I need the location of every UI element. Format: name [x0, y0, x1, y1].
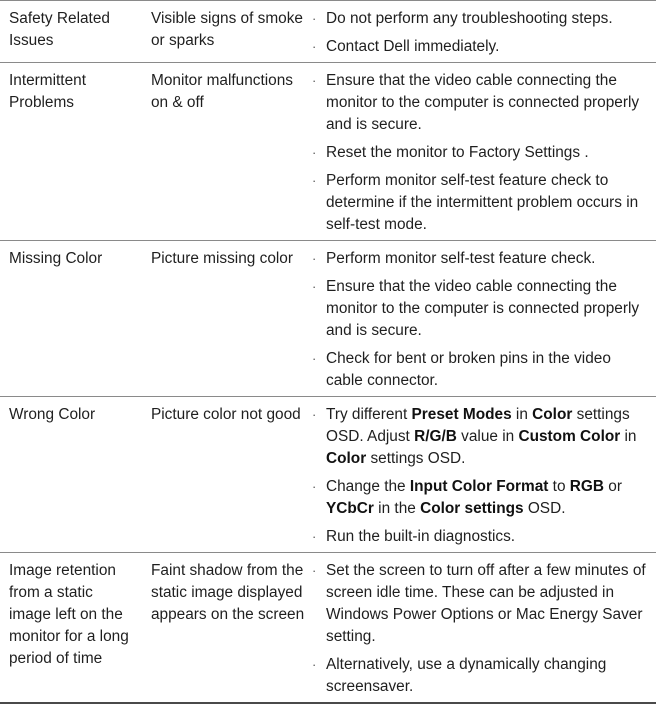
bullet-icon: · [312, 73, 317, 88]
table-row [0, 241, 656, 397]
bullet-icon: · [312, 173, 317, 188]
solution-text: or [603, 478, 622, 495]
solution-text: Contact Dell immediately. [326, 38, 500, 55]
solution-item [312, 36, 648, 58]
symptom-cell: Picture missing color [151, 250, 293, 267]
solution-text: Do not perform any troubleshooting steps. [326, 10, 613, 27]
symptom-cell: Picture color not good [151, 406, 301, 423]
bullet-icon: · [312, 251, 317, 266]
solution-item [312, 70, 648, 136]
problem-cell: Image retention from a static image left on the monitor for a long period of time [9, 562, 129, 667]
symptom-cell: Faint shadow from the static image displayed appears on the screen [151, 562, 305, 623]
solution-text: settings OSD. [366, 450, 466, 467]
solution-text: Perform monitor self-test feature check. [326, 250, 596, 267]
solution-item [312, 404, 648, 470]
solution-item [312, 170, 648, 236]
solution-item [312, 560, 648, 648]
solution-text: to [548, 478, 570, 495]
solution-item [312, 142, 648, 164]
solution-item [312, 526, 648, 548]
solutions-cell [312, 241, 656, 397]
bullet-icon: · [312, 11, 317, 26]
bold-term: Preset Modes [411, 406, 512, 423]
solution-list [312, 560, 648, 698]
solution-text: Perform monitor self-test feature check to determine if the intermittent problem occurs in self-test mode. [326, 172, 639, 233]
solution-text: Run the built-in diagnostics. [326, 528, 516, 545]
problem-cell: Safety Related Issues [9, 10, 110, 49]
bold-term: Color [326, 450, 367, 467]
problem-cell: Missing Color [9, 250, 103, 267]
problem-cell: Intermittent Problems [9, 72, 86, 111]
problem-cell: Wrong Color [9, 406, 96, 423]
solution-text: Change the [326, 478, 410, 495]
solution-text: Ensure that the video cable connecting the monitor to the computer is connected properly and is secure. [326, 278, 640, 339]
solution-text: value in [456, 428, 519, 445]
solution-item [312, 248, 648, 270]
table-row [0, 1, 656, 63]
solution-text: OSD. [523, 500, 566, 517]
bold-term: Input Color Format [409, 478, 549, 495]
solution-text: Check for bent or broken pins in the video cable connector. [326, 350, 611, 389]
bold-term: Color [532, 406, 573, 423]
bullet-icon: · [312, 39, 317, 54]
table-row [0, 397, 656, 553]
solution-list [312, 70, 648, 236]
solution-text: Set the screen to turn off after a few minutes of screen idle time. These can be adjusted in Windows Power Options or Mac Energy Saver setting. [326, 562, 646, 645]
bullet-icon: · [312, 563, 317, 578]
symptom-cell: Monitor malfunctions on & off [151, 72, 293, 111]
table-row [0, 63, 656, 241]
solution-item [312, 348, 648, 392]
solution-list [312, 404, 648, 548]
bullet-icon: · [312, 657, 317, 672]
solution-item [312, 654, 648, 698]
solution-text: Ensure that the video cable connecting the monitor to the computer is connected properly and is secure. [326, 72, 640, 133]
solution-list [312, 8, 648, 58]
solutions-cell [312, 397, 656, 553]
table-row [0, 553, 656, 704]
solution-text: settings OSD. Adjust [326, 406, 630, 445]
bold-term: R/G/B [414, 428, 457, 445]
troubleshooting-table-body [0, 1, 656, 704]
bullet-icon: · [312, 279, 317, 294]
bullet-icon: · [312, 529, 317, 544]
solution-text: in [620, 428, 637, 445]
bullet-icon: · [312, 351, 317, 366]
bullet-icon: · [312, 407, 317, 422]
solution-text: in the [373, 500, 421, 517]
bold-term: YCbCr [326, 500, 374, 517]
solution-item [312, 8, 648, 30]
solution-text: in [511, 406, 533, 423]
bold-term: RGB [569, 478, 604, 495]
solution-item [312, 476, 648, 520]
solution-list [312, 248, 648, 392]
solution-item [312, 276, 648, 342]
solution-text: Reset the monitor to Factory Settings . [326, 144, 589, 161]
solution-text: Try different [326, 406, 412, 423]
bold-term: Custom Color [518, 428, 621, 445]
solutions-cell [312, 63, 656, 241]
solution-text: Alternatively, use a dynamically changing screensaver. [326, 656, 607, 695]
bold-term: Color settings [420, 500, 524, 517]
solutions-cell [312, 553, 656, 704]
symptom-cell: Visible signs of smoke or sparks [151, 10, 303, 49]
bullet-icon: · [312, 479, 317, 494]
solutions-cell [312, 1, 656, 63]
bullet-icon: · [312, 145, 317, 160]
